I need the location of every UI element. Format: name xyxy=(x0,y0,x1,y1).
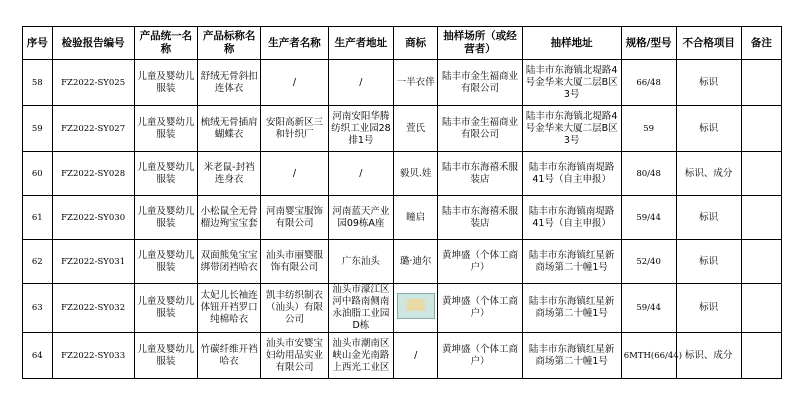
cell-category: 儿童及婴幼儿服装 xyxy=(134,106,197,152)
cell-maker: / xyxy=(261,60,328,106)
cell-note xyxy=(741,240,781,284)
cell-no: 61 xyxy=(23,196,53,240)
cell-spec: 59 xyxy=(621,106,676,152)
cell-product: 双面熊兔宝宝绑带闭裆哈衣 xyxy=(197,240,260,284)
header-cell: 生产者地址 xyxy=(328,27,393,60)
cell-address: 陆丰市东海镇红星新商场第二十幢1号 xyxy=(522,284,621,333)
cell-maker: 汕头市丽婴服饰有限公司 xyxy=(261,240,328,284)
cell-report-id: FZ2022-SY028 xyxy=(52,152,134,196)
cell-spec: 80/48 xyxy=(621,152,676,196)
cell-seller: 陆丰市东海禧禾服装店 xyxy=(438,152,522,196)
cell-category: 儿童及婴幼儿服装 xyxy=(134,152,197,196)
cell-brand: 瞳启 xyxy=(394,196,438,240)
cell-fail-item: 标识 xyxy=(676,284,741,333)
cell-seller: 黄坤盛（个体工商户） xyxy=(438,240,522,284)
table-row xyxy=(23,284,782,333)
cell-no: 60 xyxy=(23,152,53,196)
cell-maker-address: 广东汕头 xyxy=(328,240,393,284)
cell-spec: 52/40 xyxy=(621,240,676,284)
cell-maker-address: 河南蓝天产业园09栋A座 xyxy=(328,196,393,240)
cell-note xyxy=(741,152,781,196)
table-row xyxy=(23,106,782,152)
cell-maker: 安阳高新区三和针织厂 xyxy=(261,106,328,152)
cell-note xyxy=(741,196,781,240)
cell-brand: / xyxy=(394,333,438,379)
cell-category: 儿童及婴幼儿服装 xyxy=(134,284,197,333)
cell-product: 小松鼠全无骨榴边殉宝宝套 xyxy=(197,196,260,240)
header-cell: 产品标称名称 xyxy=(197,27,260,60)
cell-seller: 黄坤盛（个体工商户） xyxy=(438,333,522,379)
cell-report-id: FZ2022-SY030 xyxy=(52,196,134,240)
cell-brand: 萱氏 xyxy=(394,106,438,152)
cell-note xyxy=(741,106,781,152)
cell-product: 太妃儿长袖连体钮开裆罗口纯棉哈衣 xyxy=(197,284,260,333)
cell-spec: 6MTH(66/44) xyxy=(621,333,676,379)
cell-address: 陆丰市东海镇北堤路4号金华来大厦二层B区3号 xyxy=(522,60,621,106)
cell-product: 梳绒无骨插肩蝴蝶衣 xyxy=(197,106,260,152)
cell-no: 64 xyxy=(23,333,53,379)
cell-no: 59 xyxy=(23,106,53,152)
inspection-results-table xyxy=(22,26,782,379)
cell-maker: 河南婴宝服饰有限公司 xyxy=(261,196,328,240)
cell-seller: 黄坤盛（个体工商户） xyxy=(438,284,522,333)
table-row xyxy=(23,60,782,106)
cell-maker: 凯丰纺织制衣（汕头）有限公司 xyxy=(261,284,328,333)
cell-category: 儿童及婴幼儿服装 xyxy=(134,196,197,240)
cell-brand xyxy=(394,284,438,333)
cell-brand: 璐·迪尔 xyxy=(394,240,438,284)
cell-maker: / xyxy=(261,152,328,196)
header-cell: 备注 xyxy=(741,27,781,60)
cell-report-id: FZ2022-SY031 xyxy=(52,240,134,284)
cell-spec: 59/44 xyxy=(621,284,676,333)
header-cell: 规格/型号 xyxy=(621,27,676,60)
header-cell: 检验报告编号 xyxy=(52,27,134,60)
cell-report-id: FZ2022-SY025 xyxy=(52,60,134,106)
cell-seller: 陆丰市东海禧禾服装店 xyxy=(438,196,522,240)
table-row xyxy=(23,152,782,196)
cell-fail-item: 标识 xyxy=(676,60,741,106)
cell-product: 米老鼠-封裆连身衣 xyxy=(197,152,260,196)
cell-no: 63 xyxy=(23,284,53,333)
cell-category: 儿童及婴幼儿服装 xyxy=(134,60,197,106)
cell-spec: 59/44 xyxy=(621,196,676,240)
table-row xyxy=(23,196,782,240)
header-cell: 抽样场所（或经营者） xyxy=(438,27,522,60)
cell-spec: 66/48 xyxy=(621,60,676,106)
brand-logo-image xyxy=(397,293,435,319)
table-header-row xyxy=(23,27,782,60)
cell-maker-address: 汕头市濠江区河中路南侧南永油脂工业园D栋 xyxy=(328,284,393,333)
cell-address: 陆丰市东海镇红星新商场第二十幢1号 xyxy=(522,333,621,379)
cell-maker-address: / xyxy=(328,60,393,106)
cell-report-id: FZ2022-SY032 xyxy=(52,284,134,333)
header-cell: 商标 xyxy=(394,27,438,60)
cell-address: 陆丰市东海镇南堤路41号（自主申报） xyxy=(522,152,621,196)
cell-maker-address: / xyxy=(328,152,393,196)
cell-note xyxy=(741,60,781,106)
cell-address: 陆丰市东海镇红星新商场第二十幢1号 xyxy=(522,240,621,284)
cell-note xyxy=(741,333,781,379)
cell-no: 58 xyxy=(23,60,53,106)
cell-fail-item: 标识、成分 xyxy=(676,333,741,379)
cell-maker: 汕头市安婴宝妇幼用品实业有限公司 xyxy=(261,333,328,379)
cell-no: 62 xyxy=(23,240,53,284)
cell-product: 竹碳纤维开裆哈衣 xyxy=(197,333,260,379)
cell-report-id: FZ2022-SY033 xyxy=(52,333,134,379)
header-cell: 产品统一名称 xyxy=(134,27,197,60)
cell-maker-address: 河南安阳华腾纺织工业园28排1号 xyxy=(328,106,393,152)
cell-address: 陆丰市东海镇北堤路4号金华来大厦二层B区3号 xyxy=(522,106,621,152)
table-row xyxy=(23,333,782,379)
header-cell: 不合格项目 xyxy=(676,27,741,60)
header-cell: 抽样地址 xyxy=(522,27,621,60)
inspection-table-wrapper xyxy=(22,26,782,379)
header-cell: 生产者名称 xyxy=(261,27,328,60)
cell-note xyxy=(741,284,781,333)
cell-brand: 毅贝.娃 xyxy=(394,152,438,196)
cell-fail-item: 标识 xyxy=(676,240,741,284)
cell-maker-address: 汕头市潮南区峡山金光南路上西光工业区 xyxy=(328,333,393,379)
cell-address: 陆丰市东海镇南堤路41号（自主申报） xyxy=(522,196,621,240)
cell-product: 舒绒无骨斜扣连体衣 xyxy=(197,60,260,106)
cell-fail-item: 标识 xyxy=(676,106,741,152)
cell-seller: 陆丰市金生福商业有限公司 xyxy=(438,60,522,106)
cell-fail-item: 标识 xyxy=(676,196,741,240)
cell-brand: 一半衣伴 xyxy=(394,60,438,106)
cell-category: 儿童及婴幼儿服装 xyxy=(134,240,197,284)
cell-fail-item: 标识、成分 xyxy=(676,152,741,196)
cell-seller: 陆丰市金生福商业有限公司 xyxy=(438,106,522,152)
table-row xyxy=(23,240,782,284)
header-cell: 序号 xyxy=(23,27,53,60)
cell-category: 儿童及婴幼儿服装 xyxy=(134,333,197,379)
cell-report-id: FZ2022-SY027 xyxy=(52,106,134,152)
